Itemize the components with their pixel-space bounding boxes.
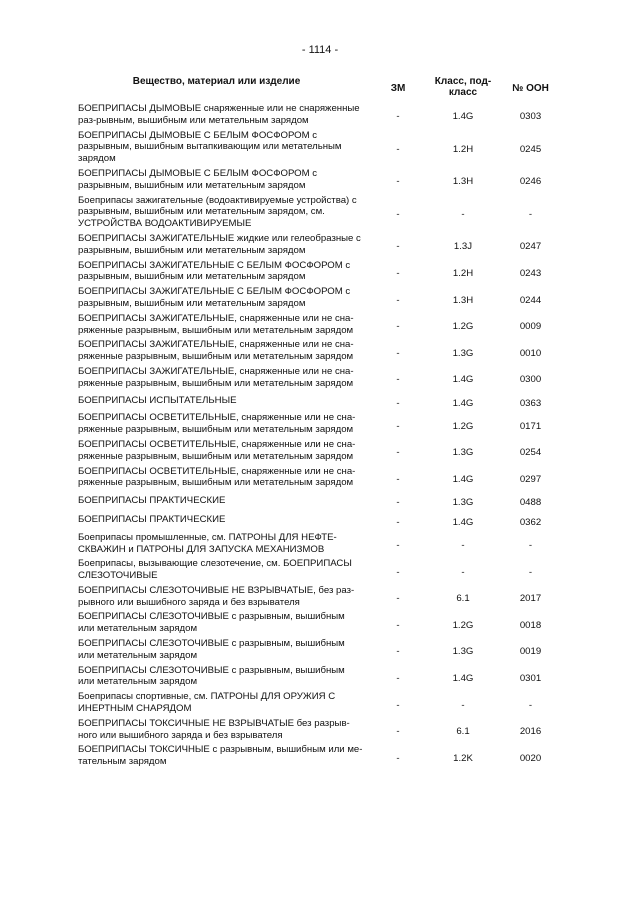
table-header-row [78,72,564,102]
cell-class: 1.4G [452,516,474,528]
table-row [78,690,564,717]
cell-un-number: 0020 [519,752,542,764]
cell-zm: - [396,497,400,509]
substances-table [78,72,564,770]
cell-zm: - [396,473,400,485]
table-row [78,438,564,465]
cell-zm: - [396,143,400,155]
cell-zm: - [396,176,400,188]
cell-class: 1.4G [452,111,474,123]
cell-un-number: 2016 [519,726,542,738]
cell-substance: БОЕПРИПАСЫ ДЫМОВЫЕ С БЕЛЫМ ФОСФОРОМ с разрывным, вышибным вытапкивающим или метательным зарядом [78,129,342,165]
cell-un-number: 2017 [519,593,542,605]
cell-substance: БОЕПРИПАСЫ ЗАЖИГАТЕЛЬНЫЕ, снаряженные или не сна-ряженные разрывным, вышибным или метательным зарядом [78,365,354,389]
cell-un-number: - [528,540,533,552]
cell-zm: - [396,347,400,359]
table-row [78,259,564,286]
cell-zm: - [396,619,400,631]
cell-zm: - [396,208,400,220]
cell-substance: БОЕПРИПАСЫ ПРАКТИЧЕСКИЕ [78,494,226,506]
cell-class: - [461,208,465,220]
cell-substance: БОЕПРИПАСЫ ЗАЖИГАТЕЛЬНЫЕ С БЕЛЫМ ФОСФОРОМ с разрывным, вышибным или метательным зарядом [78,259,351,283]
table-row [78,312,564,339]
cell-substance: БОЕПРИПАСЫ ЗАЖИГАТЕЛЬНЫЕ жидкие или гелеобразные с разрывным, вышибным или метательным зарядом [78,232,361,256]
cell-zm: - [396,516,400,528]
cell-class: 6.1 [456,726,470,738]
cell-un-number: 0301 [519,673,542,685]
cell-zm: - [396,267,400,279]
cell-substance: БОЕПРИПАСЫ СЛЕЗОТОЧИВЫЕ с разрывным, вышибным или метательным зарядом [78,611,345,635]
cell-un-number: 0009 [519,321,542,333]
cell-zm: - [396,420,400,432]
cell-zm: - [396,726,400,738]
table-row [78,584,564,611]
table-row [78,531,564,558]
cell-substance: БОЕПРИПАСЫ ОСВЕТИТЕЛЬНЫЕ, снаряженные или не сна-ряженные разрывным, вышибным или метательным зарядом [78,465,356,489]
cell-class: 1.2K [453,752,473,764]
cell-substance: БОЕПРИПАСЫ ТОКСИЧНЫЕ с разрывным, вышибным или ме-тательным зарядом [78,744,363,768]
cell-class: 1.3G [452,447,474,459]
cell-class: - [461,540,465,552]
table-body [78,102,564,770]
cell-substance: БОЕПРИПАСЫ СЛЕЗОТОЧИВЫЕ НЕ ВЗРЫВЧАТЫЕ, без раз-рывного или вышибного заряда и без взрывателя [78,584,355,608]
table-row [78,102,564,129]
page-number: - 1114 - [301,44,339,56]
header-class: Класс, под-класс [434,76,492,98]
cell-un-number: 0488 [519,497,542,509]
cell-zm: - [396,699,400,711]
cell-class: 1.4G [452,397,474,409]
cell-class: 1.2H [452,143,474,155]
cell-substance: Боеприпасы, вызывающие слезотечение, см. БОЕПРИПАСЫ СЛЕЗОТОЧИВЫЕ [78,558,352,582]
cell-substance: Боеприпасы зажигательные (водоактивируемые устройства) с разрывным, вышибным или метательным зарядом, см. УСТРОЙСТВА ВОДОАКТИВИРУЕМЫЕ [78,194,357,230]
cell-zm: - [396,374,400,386]
cell-un-number: 0362 [519,516,542,528]
cell-substance: БОЕПРИПАСЫ ОСВЕТИТЕЛЬНЫЕ, снаряженные или не сна-ряженные разрывным, вышибным или метательным зарядом [78,438,356,462]
cell-zm: - [396,646,400,658]
table-row [78,511,564,531]
header-zm: ЗМ [390,83,406,94]
cell-substance: Боеприпасы промышленные, см. ПАТРОНЫ ДЛЯ НЕФТЕ-СКВАЖИН и ПАТРОНЫ ДЛЯ ЗАПУСКА МЕХАНИЗМОВ [78,531,337,555]
cell-substance: БОЕПРИПАСЫ ДЫМОВЫЕ С БЕЛЫМ ФОСФОРОМ с разрывным, вышибным или метательным зарядом [78,167,318,191]
table-row [78,285,564,312]
table-row [78,232,564,259]
cell-un-number: 0243 [519,267,542,279]
cell-substance: БОЕПРИПАСЫ ДЫМОВЫЕ снаряженные или не снаряженные раз-рывным, вышибным или метательным зарядом [78,103,360,126]
cell-un-number: 0018 [519,619,542,631]
cell-substance: БОЕПРИПАСЫ ЗАЖИГАТЕЛЬНЫЕ, снаряженные или не сна-ряженные разрывным, вышибным или метательным зарядом [78,339,354,363]
cell-un-number: 0019 [519,646,542,658]
cell-zm: - [396,111,400,123]
table-row [78,717,564,744]
table-row [78,743,564,770]
cell-class: 1.3G [452,497,474,509]
cell-class: 1.2G [452,420,474,432]
cell-zm: - [396,566,400,578]
cell-un-number: 0247 [519,241,542,253]
cell-un-number: 0303 [519,111,542,123]
table-row [78,664,564,691]
cell-un-number: 0297 [519,473,542,485]
cell-un-number: 0254 [519,447,542,459]
cell-un-number: - [528,699,533,711]
cell-substance: БОЕПРИПАСЫ ОСВЕТИТЕЛЬНЫЕ, снаряженные или не сна-ряженные разрывным, вышибным или метательным зарядом [78,412,356,436]
header-un-number: № ООН [512,83,549,94]
table-row [78,610,564,637]
cell-zm: - [396,673,400,685]
header-substance: Вещество, материал или изделие [132,76,301,87]
cell-substance: БОЕПРИПАСЫ ПРАКТИЧЕСКИЕ [78,514,226,526]
cell-un-number: 0246 [519,176,542,188]
cell-class: 1.4G [452,473,474,485]
cell-class: 1.2G [452,321,474,333]
table-row [78,167,564,194]
table-row [78,392,564,412]
table-row [78,129,564,167]
cell-un-number: 0245 [519,143,542,155]
cell-class: 1.4G [452,673,474,685]
cell-class: 1.3H [452,176,474,188]
cell-zm: - [396,321,400,333]
table-row [78,411,564,438]
cell-zm: - [396,241,400,253]
cell-un-number: 0300 [519,374,542,386]
cell-class: 1.3J [453,241,473,253]
cell-class: 1.2H [452,267,474,279]
cell-class: - [461,566,465,578]
table-row [78,465,564,492]
cell-substance: БОЕПРИПАСЫ ЗАЖИГАТЕЛЬНЫЕ С БЕЛЫМ ФОСФОРОМ с разрывным, вышибным или метательным зарядом [78,286,351,309]
cell-class: 1.2G [452,619,474,631]
cell-un-number: 0363 [519,397,542,409]
cell-class: 1.4G [452,374,474,386]
cell-zm: - [396,294,400,306]
table-row [78,637,564,664]
cell-un-number: 0244 [519,294,542,306]
cell-un-number: - [528,566,533,578]
cell-substance: БОЕПРИПАСЫ ЗАЖИГАТЕЛЬНЫЕ, снаряженные или не сна-ряженные разрывным, вышибным или метательным зарядом [78,312,354,336]
cell-zm: - [396,752,400,764]
table-row [78,557,564,584]
cell-substance: БОЕПРИПАСЫ СЛЕЗОТОЧИВЫЕ с разрывным, вышибным или метательным зарядом [78,664,345,688]
cell-substance: БОЕПРИПАСЫ СЛЕЗОТОЧИВЫЕ с разрывным, вышибным или метательным зарядом [78,638,345,661]
cell-class: 1.3G [452,646,474,658]
cell-zm: - [396,593,400,605]
table-row [78,194,564,232]
cell-substance: Боеприпасы спортивные, см. ПАТРОНЫ ДЛЯ ОРУЖИЯ С ИНЕРТНЫМ СНАРЯДОМ [78,691,336,715]
cell-un-number: - [528,208,533,220]
cell-class: - [461,699,465,711]
table-row [78,338,564,365]
cell-class: 1.3H [452,294,474,306]
table-row [78,491,564,511]
cell-substance: БОЕПРИПАСЫ ИСПЫТАТЕЛЬНЫЕ [78,395,237,407]
cell-zm: - [396,540,400,552]
cell-zm: - [396,447,400,459]
cell-un-number: 0171 [519,420,542,432]
cell-zm: - [396,397,400,409]
cell-substance: БОЕПРИПАСЫ ТОКСИЧНЫЕ НЕ ВЗРЫВЧАТЫЕ без разрыв-ного или вышибного заряда и без взрывателя [78,717,350,741]
cell-un-number: 0010 [519,347,542,359]
cell-class: 1.3G [452,347,474,359]
cell-class: 6.1 [456,593,470,605]
table-row [78,365,564,392]
